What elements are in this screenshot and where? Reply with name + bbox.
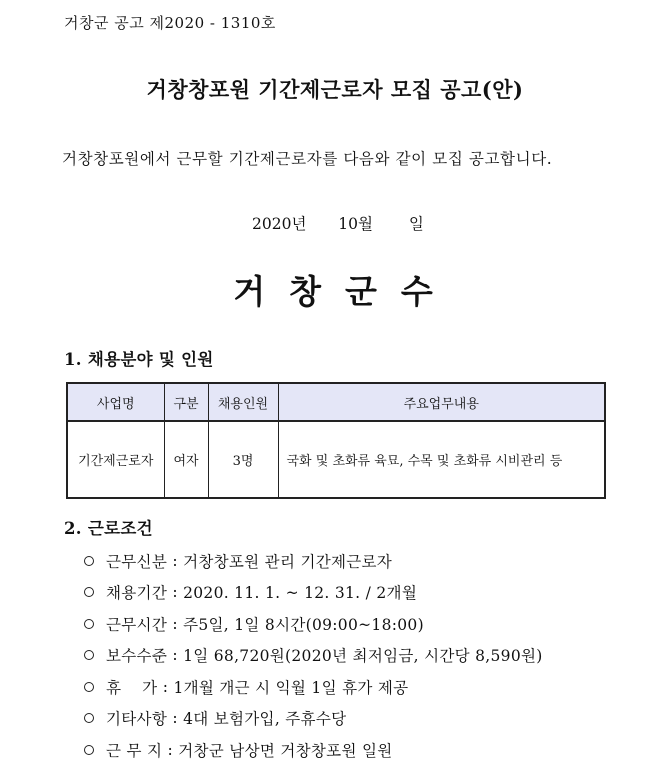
intro-text: 거창창포원에서 근무할 기간제근로자를 다음와 같이 모집 공고합니다. <box>62 150 553 168</box>
section-heading-conditions: 2. 근로조건 <box>64 519 153 538</box>
condition-separator: : <box>157 677 174 696</box>
condition-value: 4대 보험가입, 주휴수당 <box>183 710 347 729</box>
condition-separator: : <box>167 614 184 633</box>
condition-label: 근 무 지 <box>106 741 163 760</box>
list-item <box>84 734 543 766</box>
condition-label: 근무신분 <box>106 552 168 571</box>
date-year: 2020년 <box>252 215 307 233</box>
list-item <box>84 640 543 672</box>
condition-value: 주5일, 1일 8시간(09:00~18:00) <box>183 615 424 634</box>
condition-label: 채용기간 <box>106 584 168 603</box>
condition-value: 거창군 남상면 거창창포원 일원 <box>178 741 393 760</box>
table-cell-duties: 국화 및 초화류 육묘, 수목 및 초화류 시비관리 등 <box>278 421 605 498</box>
circle-bullet-icon <box>84 587 94 597</box>
condition-value: 2020. 11. 1. ~ 12. 31. / 2개월 <box>183 584 418 603</box>
table-cell-headcount: 3명 <box>208 421 278 498</box>
circle-bullet-icon <box>84 713 94 723</box>
column-header: 채용인원 <box>208 383 278 421</box>
condition-separator: : <box>167 709 184 728</box>
condition-label: 휴 가 <box>106 678 158 697</box>
condition-separator: : <box>167 646 184 665</box>
page-title: 거창창포원 기간제근로자 모집 공고(안) <box>146 77 524 102</box>
table-header-row <box>67 383 605 421</box>
condition-label: 보수수준 <box>106 647 168 666</box>
circle-bullet-icon <box>84 682 94 692</box>
date-day: 일 <box>408 215 424 233</box>
table-cell-business: 기간제근로자 <box>67 421 164 498</box>
column-header: 주요업무내용 <box>278 383 605 421</box>
section-heading-recruitment: 1. 채용분야 및 인원 <box>64 350 214 369</box>
table-cell-category: 여자 <box>164 421 208 498</box>
notice-number: 거창군 공고 제2020 - 1310호 <box>64 14 276 32</box>
recruitment-table <box>66 382 606 499</box>
circle-bullet-icon <box>84 650 94 660</box>
condition-label: 기타사항 <box>106 710 168 729</box>
circle-bullet-icon <box>84 556 94 566</box>
condition-separator: : <box>162 740 179 759</box>
condition-label: 근무시간 <box>106 615 168 634</box>
column-header: 사업명 <box>67 383 164 421</box>
list-item <box>84 671 543 703</box>
list-item <box>84 545 543 577</box>
date-month: 10월 <box>338 215 373 233</box>
circle-bullet-icon <box>84 619 94 629</box>
condition-value: 1일 68,720원(2020년 최저임금, 시간당 8,590원) <box>183 647 543 666</box>
circle-bullet-icon <box>84 745 94 755</box>
condition-value: 거창창포원 관리 기간제근로자 <box>183 552 393 571</box>
notice-date <box>252 212 424 234</box>
table-row <box>67 421 605 498</box>
condition-value: 1개월 개근 시 익월 1일 휴가 제공 <box>173 678 409 697</box>
list-item <box>84 608 543 640</box>
list-item <box>84 577 543 609</box>
column-header: 구분 <box>164 383 208 421</box>
condition-separator: : <box>167 583 184 602</box>
issuer-name: 거창군수 <box>233 272 457 311</box>
conditions-list <box>84 545 543 766</box>
condition-separator: : <box>167 551 184 570</box>
list-item <box>84 703 543 735</box>
